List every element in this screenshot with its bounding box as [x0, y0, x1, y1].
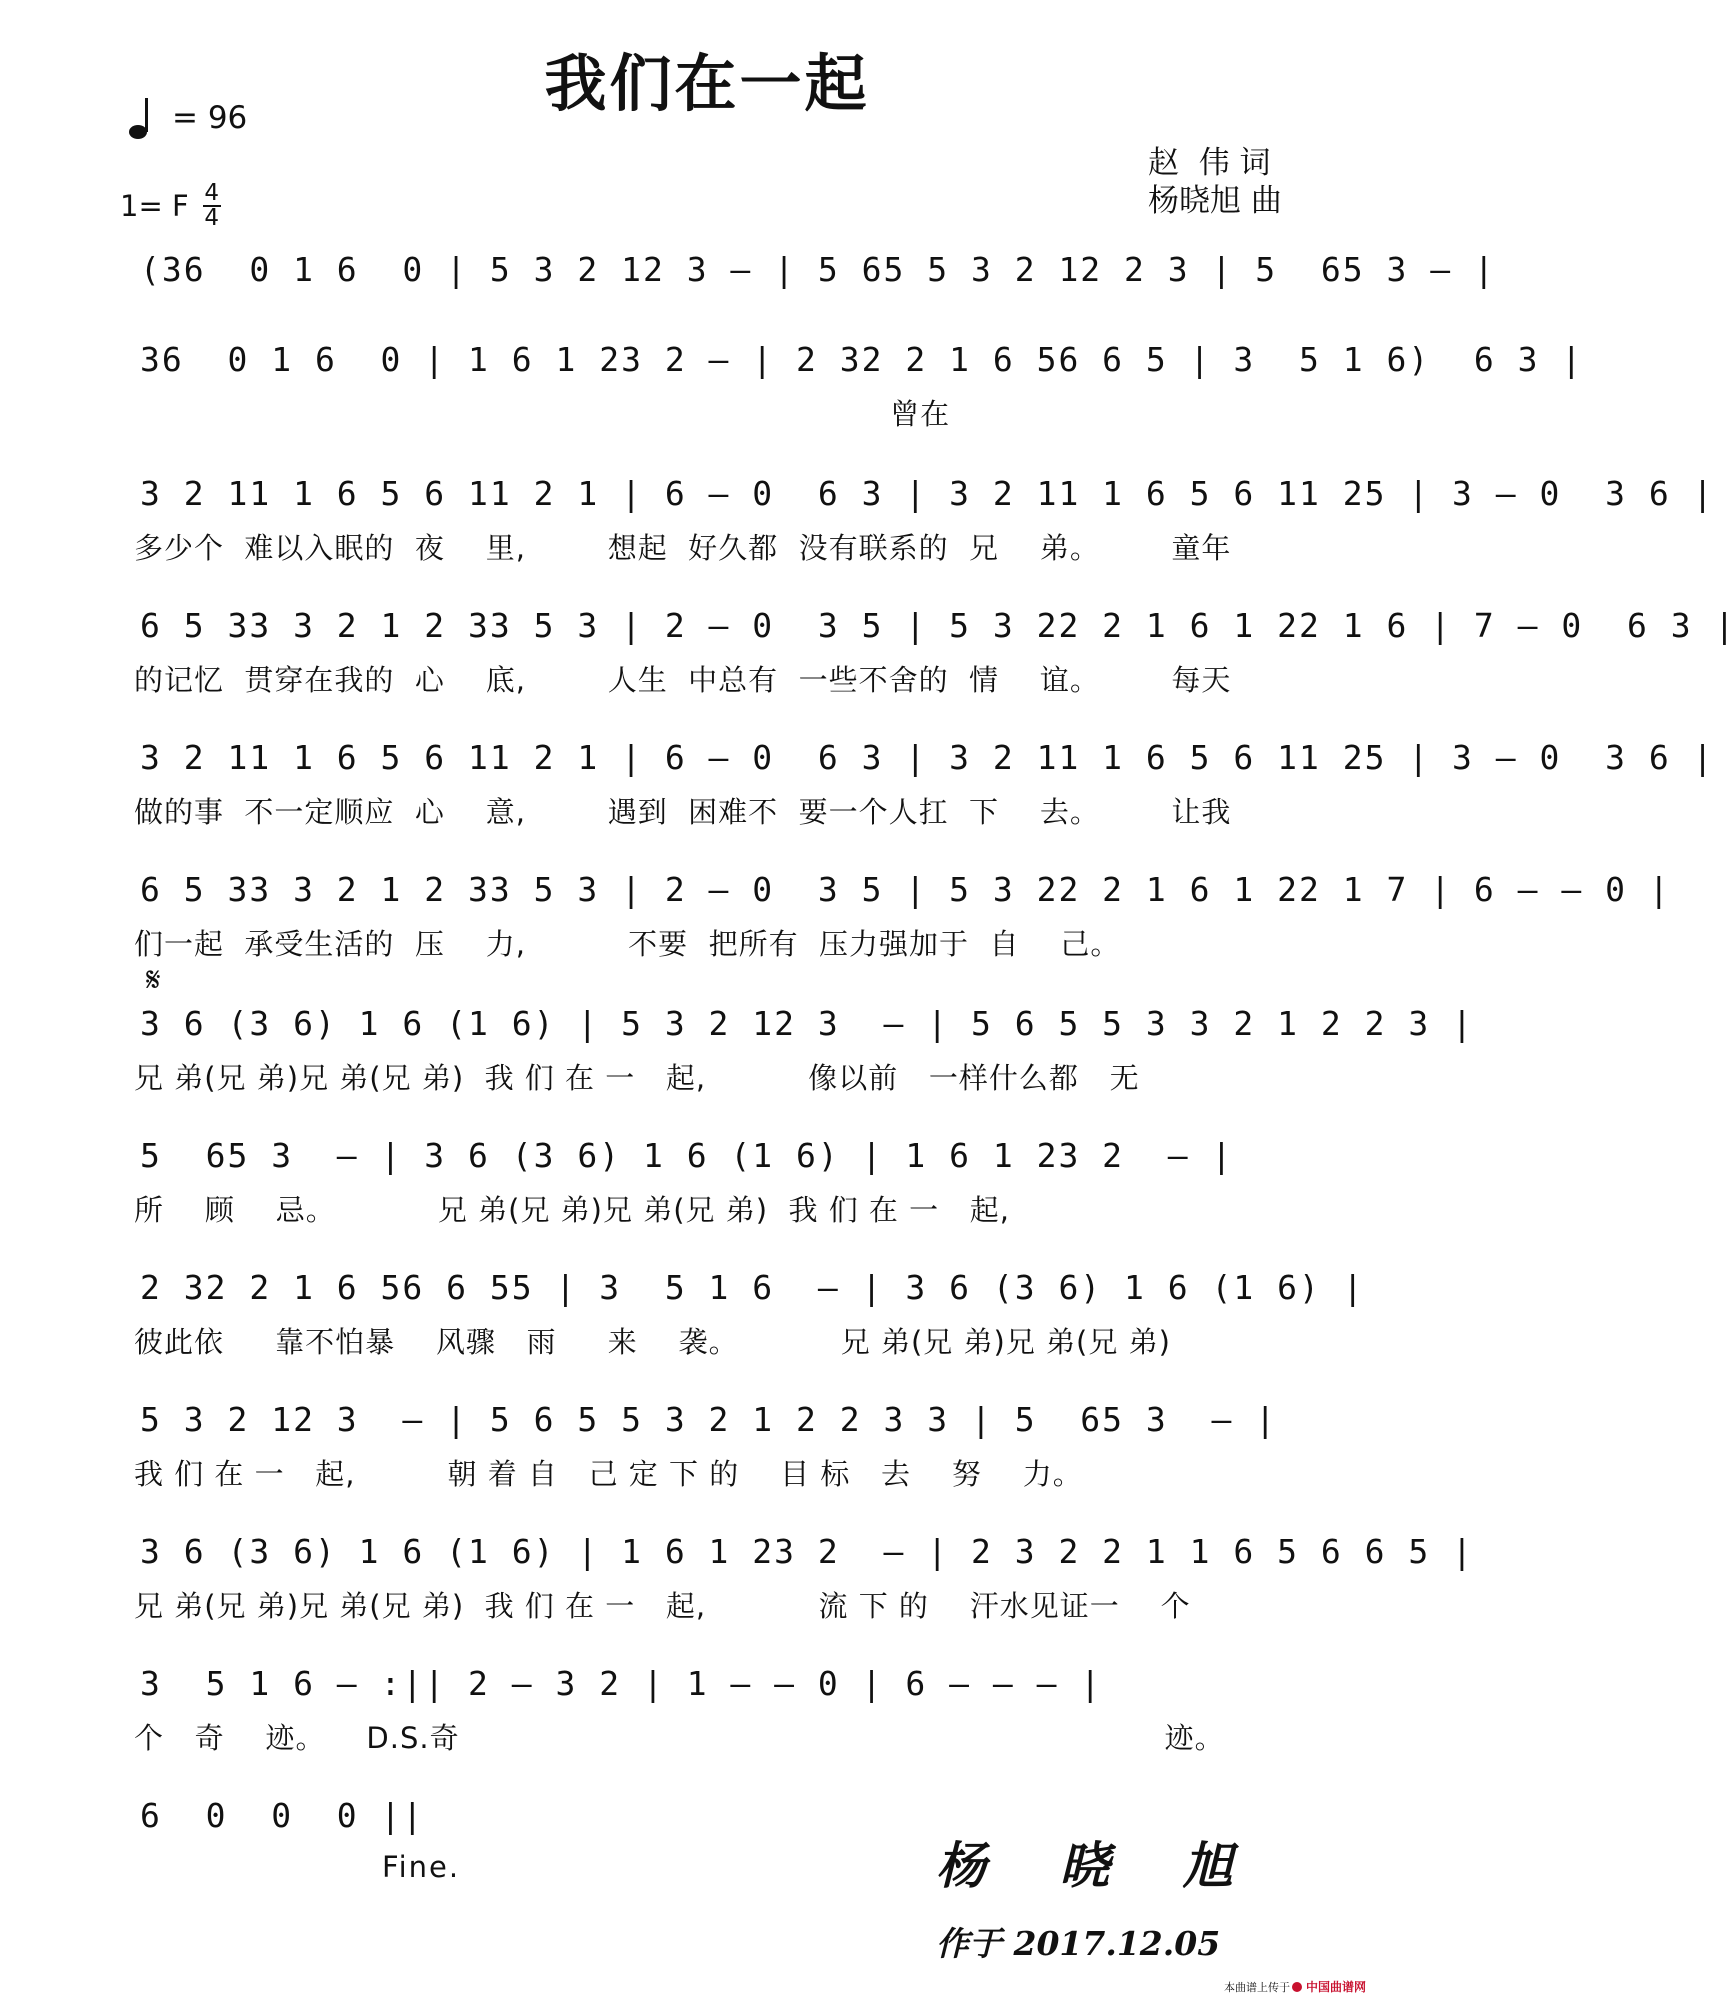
site-name: 中国曲谱网 — [1306, 1980, 1367, 1994]
lyric-line: 的记忆 贯穿在我的 心 底, 人生 中总有 一些不舍的 情 谊。 每天 — [134, 663, 1232, 697]
time-top: 4 — [204, 180, 219, 206]
score-system — [134, 870, 1671, 961]
score-system — [134, 738, 1715, 829]
score-system — [134, 340, 1584, 431]
song-title: 我们在一起 — [544, 47, 870, 120]
fine-marking: Fine. — [382, 1850, 461, 1884]
site-logo-icon — [1292, 1982, 1302, 1992]
credits — [1148, 144, 1282, 220]
lyric-line: 所 顾 忌。 兄 弟(兄 弟)兄 弟(兄 弟) 我 们 在 一 起, — [134, 1193, 1011, 1227]
score-system — [140, 250, 1496, 330]
score-system — [134, 606, 1736, 697]
composer-credit: 杨晓旭 曲 — [1148, 183, 1282, 219]
tempo-marking — [128, 96, 247, 140]
signature-name: 杨 晓 旭 — [936, 1836, 1261, 1895]
tempo-value: = 96 — [172, 100, 248, 136]
key-signature — [120, 182, 221, 230]
notation-line: 3 6 (3 6) 1 6 (1 6) | 5 3 2 12 3 – | 5 6 5 5 3 3 2 1 2 2 3 | — [140, 1004, 1474, 1043]
lyric-line: 个 奇 迹。 D.S.奇 迹。 — [134, 1721, 1225, 1755]
notation-line: 5 65 3 – | 3 6 (3 6) 1 6 (1 6) | 1 6 1 23 2 – | — [140, 1136, 1234, 1175]
score-system — [134, 1664, 1300, 1755]
lyric-line: 兄 弟(兄 弟)兄 弟(兄 弟) 我 们 在 一 起, 像以前 一样什么都 无 — [134, 1061, 1140, 1095]
ending-notation: 6 0 0 0 || — [140, 1796, 425, 1835]
lyricist-credit: 赵 伟 词 — [1148, 145, 1271, 181]
lyric-line: 兄 弟(兄 弟)兄 弟(兄 弟) 我 们 在 一 起, 流 下 的 汗水见证一 个 — [134, 1589, 1191, 1623]
lyric-line: 多少个 难以入眠的 夜 里, 想起 好久都 没有联系的 兄 弟。 童年 — [134, 531, 1232, 565]
time-bottom: 4 — [204, 205, 219, 231]
lyric-line: 曾在 — [134, 397, 951, 431]
footer-watermark — [1224, 1978, 1366, 1995]
score-system — [134, 1532, 1474, 1623]
time-signature — [203, 182, 221, 230]
lyric-line: 我 们 在 一 起, 朝 着 自 己 定 下 的 目 标 去 努 力。 — [134, 1457, 1083, 1491]
score-system — [134, 1268, 1365, 1359]
quarter-note-icon — [128, 96, 154, 140]
key-label: 1= F — [120, 189, 189, 223]
score-system — [134, 1004, 1474, 1095]
notation-line: 6 5 33 3 2 1 2 33 5 3 | 2 – 0 3 5 | 5 3 22 2 1 6 1 22 1 6 | 7 – 0 6 3 | — [140, 606, 1736, 645]
score-system — [134, 1400, 1300, 1491]
score-system — [134, 1136, 1300, 1227]
footer-text: 本曲谱上传于 — [1224, 1980, 1290, 1994]
notation-line: 36 0 1 6 0 | 1 6 1 23 2 – | 2 32 2 1 6 56 6 5 | 3 5 1 6) 6 3 | — [140, 340, 1584, 379]
notation-line: 3 6 (3 6) 1 6 (1 6) | 1 6 1 23 2 – | 2 3 2 2 1 1 6 5 6 6 5 | — [140, 1532, 1474, 1571]
notation-line: 3 2 11 1 6 5 6 11 2 1 | 6 – 0 6 3 | 3 2 11 1 6 5 6 11 25 | 3 – 0 3 6 | — [140, 474, 1715, 513]
notation-line: 6 5 33 3 2 1 2 33 5 3 | 2 – 0 3 5 | 5 3 22 2 1 6 1 22 1 7 | 6 – – 0 | — [140, 870, 1671, 909]
notation-line: 2 32 2 1 6 56 6 55 | 3 5 1 6 – | 3 6 (3 6) 1 6 (1 6) | — [140, 1268, 1365, 1307]
lyric-line: 彼此依 靠不怕暴 风骤 雨 来 袭。 兄 弟(兄 弟)兄 弟(兄 弟) — [134, 1325, 1171, 1359]
notation-line: (36 0 1 6 0 | 5 3 2 12 3 – | 5 65 5 3 2 12 2 3 | 5 65 3 – | — [140, 250, 1496, 289]
score-system — [134, 474, 1715, 565]
notation-line: 3 2 11 1 6 5 6 11 2 1 | 6 – 0 6 3 | 3 2 11 1 6 5 6 11 25 | 3 – 0 3 6 | — [140, 738, 1715, 777]
lyric-line: 做的事 不一定顺应 心 意, 遇到 困难不 要一个人扛 下 去。 让我 — [134, 795, 1232, 829]
lyric-line: 们一起 承受生活的 压 力, 不要 把所有 压力强加于 自 己。 — [134, 927, 1121, 961]
signature-date: 作于 2017.12.05 — [936, 1924, 1221, 1963]
notation-line: 5 3 2 12 3 – | 5 6 5 5 3 2 1 2 2 3 3 | 5 65 3 – | — [140, 1400, 1278, 1439]
segno-icon: 𝄋 — [146, 960, 161, 1000]
notation-line: 3 5 1 6 – :|| 2 – 3 2 | 1 – – 0 | 6 – – – | — [140, 1664, 1103, 1703]
